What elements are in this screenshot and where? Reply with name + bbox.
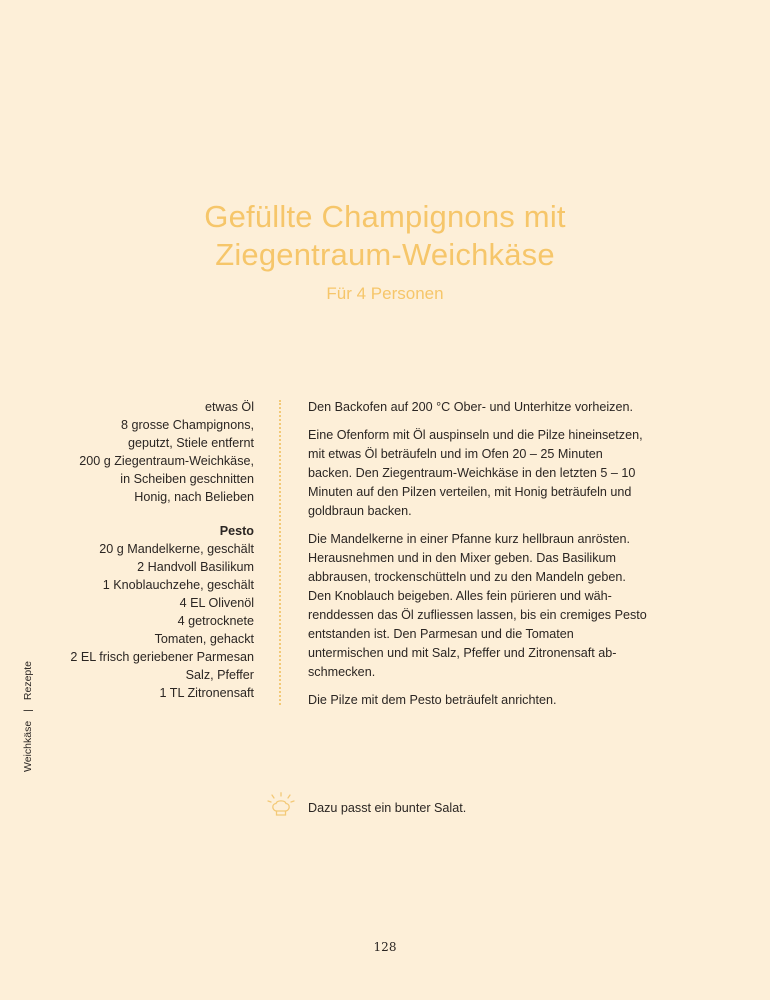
chef-hat-icon: [266, 792, 296, 823]
dotted-divider: [279, 400, 281, 705]
pesto-ingredient-item: 1 Knoblauchzehe, geschält: [102, 578, 254, 592]
ingredient-item: 8 grosse Champignons,: [120, 418, 254, 432]
section-side-label: [22, 661, 34, 772]
pesto-heading: Pesto: [219, 524, 254, 538]
instruction-step: Eine Ofenform mit Öl auspinseln und die Pilze hineinsetzen, mit etwas Öl beträufeln und im Ofen 20 – 25 Minuten backen. Den Ziegentraum-Weichkäse in den letzten 5 – 10 Minuten auf den Pilzen verteilen, mit Honig beträufeln und goldbraun backen.: [308, 428, 643, 518]
pesto-ingredient-item: 4 EL Olivenöl: [179, 596, 254, 610]
ingredient-item: Honig, nach Belieben: [134, 490, 254, 504]
recipe-title-line-1: Gefüllte Champignons mit: [204, 199, 566, 234]
pesto-ingredient-item: 1 TL Zitronensaft: [159, 686, 254, 700]
instruction-step: Die Mandelkerne in einer Pfanne kurz hellbraun anrösten. Herausnehmen und in den Mixer geben. Das Basilikum abbrausen, trockenschütteln und zu den Mandeln geben. Den Knoblauch beigeben. Alles fein pürieren und wäh-renddessen das Öl zufliessen lassen, bis ein cremiges Pesto entstanden ist. Den Parmesan und die Tomaten untermischen und mit Salz, Pfeffer und Zitronensaft ab-schmecken.: [308, 532, 647, 679]
pesto-ingredient-item: 2 EL frisch geriebener Parmesan: [70, 650, 254, 664]
pesto-ingredient-item: Tomaten, gehackt: [154, 632, 254, 646]
pesto-ingredient-item: 20 g Mandelkerne, geschält: [99, 542, 254, 556]
ingredient-item: geputzt, Stiele entfernt: [127, 436, 254, 450]
serving-tip: [266, 792, 466, 823]
side-label-section: Rezepte: [22, 660, 34, 701]
ingredient-list: [60, 398, 254, 702]
instruction-steps: [308, 398, 648, 719]
pesto-ingredient-item: Salz, Pfeffer: [185, 668, 254, 682]
instruction-step: Den Backofen auf 200 °C Ober- und Unterhitze vorheizen.: [308, 400, 633, 414]
page-number: 128: [373, 940, 397, 954]
recipe-title-line-2: Ziegentraum-Weichkäse: [215, 237, 555, 272]
ingredient-item: etwas Öl: [205, 400, 254, 414]
side-label-category: Weichkäse: [22, 720, 34, 772]
servings: Für 4 Personen: [326, 284, 444, 303]
instruction-step: Die Pilze mit dem Pesto beträufelt anrichten.: [308, 693, 557, 707]
pesto-ingredient-item: 4 getrocknete: [177, 614, 254, 628]
tip-text: Dazu passt ein bunter Salat.: [308, 800, 467, 815]
ingredient-item: in Scheiben geschnitten: [120, 472, 254, 486]
recipe-title: [0, 198, 770, 274]
side-label-separator: |: [22, 709, 34, 712]
ingredient-item: 200 g Ziegentraum-Weichkäse,: [79, 454, 254, 468]
pesto-ingredient-item: 2 Handvoll Basilikum: [137, 560, 254, 574]
